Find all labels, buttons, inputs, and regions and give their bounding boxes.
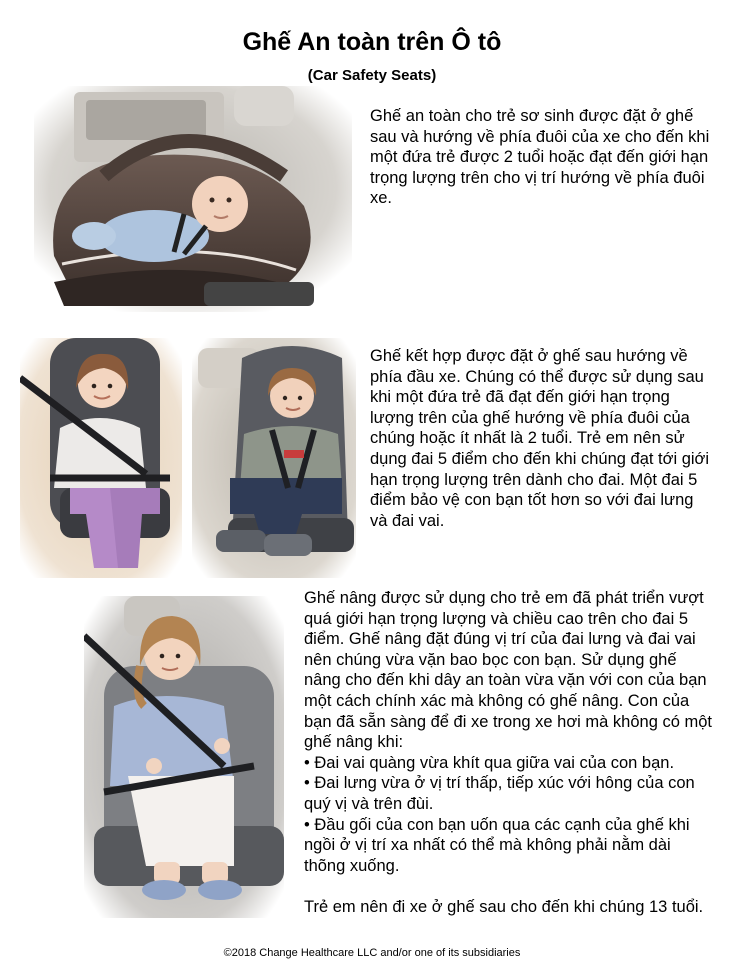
list-item bbox=[304, 773, 714, 814]
copyright-footer: ©2018 Change Healthcare LLC and/or one of its subsidiaries bbox=[223, 947, 521, 959]
girl-forward-seat-illustration bbox=[20, 338, 182, 578]
list-item bbox=[304, 815, 714, 877]
page-title: Ghế An toàn trên Ô tô bbox=[242, 28, 502, 56]
bullet-symbol: • bbox=[304, 774, 310, 793]
list-item-text: Đai vai quàng vừa khít qua giữa vai của con bạn. bbox=[314, 753, 675, 772]
list-item-text: Đầu gối của con bạn uốn qua các cạnh của ghế khi ngồi ở vị trí xa nhất có thể mà không phải nằm dài thõng xuống. bbox=[304, 815, 690, 875]
bullet-symbol: • bbox=[304, 815, 310, 834]
list-item-text: Đai lưng vừa ở vị trí thấp, tiếp xúc với hông của con quý vị và trên đùi. bbox=[304, 774, 695, 813]
page-subtitle: (Car Safety Seats) bbox=[307, 67, 437, 84]
girl-booster-seat-illustration bbox=[84, 596, 284, 918]
list-item bbox=[304, 753, 714, 774]
infant-seat-illustration bbox=[34, 86, 352, 312]
forward-facing-seat-text: Ghế kết hợp được đặt ở ghế sau hướng về phía đầu xe. Chúng có thể được sử dụng sau khi một đứa trẻ đã đạt đến giới hạn trọng lượng trên của ghế hướng về phía đuôi của chúng hoặc ít nhất là 2 tuổi. Trẻ em nên sử dụng đai 5 điểm cho đến khi chúng đạt tới giới hạn trọng lượng trên dành cho đai. Một đai 5 điểm bảo vệ con bạn tốt hơn so với đai lưng và đai vai. bbox=[370, 347, 710, 530]
booster-readiness-list bbox=[304, 753, 714, 877]
booster-seat-section bbox=[304, 588, 714, 918]
bullet-symbol: • bbox=[304, 753, 310, 772]
rear-facing-seat-text: Ghế an toàn cho trẻ sơ sinh được đặt ở ghế sau và hướng về phía đuôi của xe cho đến khi một đứa trẻ được 2 tuổi hoặc đạt đến giới hạn trọng lượng trên cho vị trí hướng về phía đuôi xe. bbox=[370, 107, 710, 208]
booster-closing-text: Trẻ em nên đi xe ở ghế sau cho đến khi chúng 13 tuổi. bbox=[304, 897, 704, 916]
boy-harness-seat-illustration bbox=[192, 338, 356, 578]
booster-seat-intro: Ghế nâng được sử dụng cho trẻ em đã phát triển vượt quá giới hạn trọng lượng và chiều cao trên cho đai 5 điểm. Ghế nâng đặt đúng vị trí của đai lưng và đai vai nên chúng vừa vặn bao bọc con bạn. Sử dụng ghế nâng cho đến khi dây an toàn vừa vặn với con của bạn một cách chính xác mà không có ghế nâng. Con của bạn đã sẵn sàng để đi xe trong xe hơi mà không có một ghế nâng khi: bbox=[304, 589, 712, 752]
